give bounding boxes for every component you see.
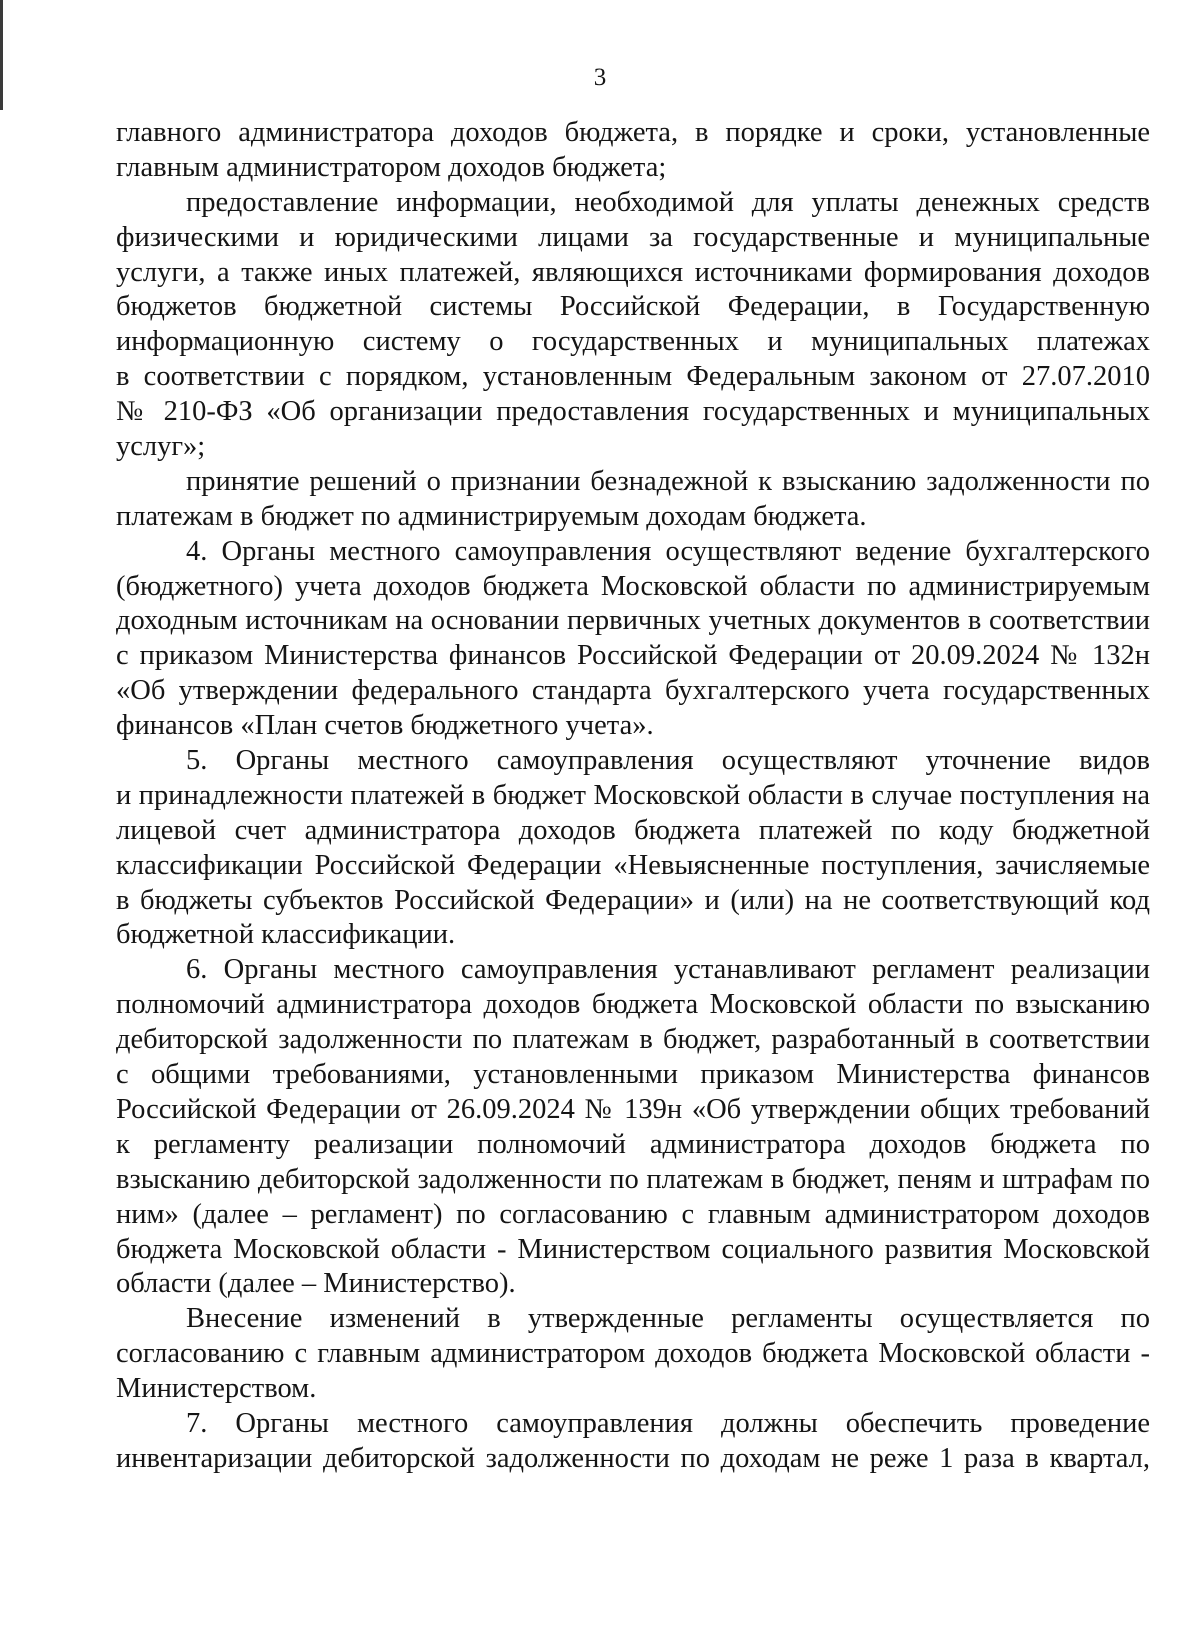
- text-line: (бюджетного) учета доходов бюджета Московской области по администрируемым: [116, 570, 1150, 602]
- text-line: к регламенту реализации полномочий администратора доходов бюджета по: [116, 1128, 1150, 1160]
- text-line: взысканию дебиторской задолженности по платежам в бюджет, пеням и штрафам по: [116, 1163, 1150, 1195]
- text-line: 5. Органы местного самоуправления осуществляют уточнение видов: [186, 745, 1150, 777]
- text-line: полномочий администратора доходов бюджета Московской области по взысканию: [116, 989, 1150, 1021]
- text-line: 6. Органы местного самоуправления устанавливают регламент реализации: [186, 954, 1150, 986]
- text-line: бюджетов бюджетной системы Российской Федерации, в Государственную: [116, 291, 1150, 323]
- text-line: физическими и юридическими лицами за государственные и муниципальные: [116, 221, 1150, 253]
- text-line: бюджетной классификации.: [116, 919, 456, 951]
- text-line: в бюджеты субъектов Российской Федерации» и (или) на не соответствующий код: [116, 884, 1150, 916]
- text-line: предоставление информации, необходимой для уплаты денежных средств: [186, 186, 1150, 218]
- text-line: классификации Российской Федерации «Невыясненные поступления, зачисляемые: [116, 849, 1150, 881]
- text-line: ним» (далее – регламент) по согласованию с главным администратором доходов: [116, 1198, 1150, 1230]
- text-line: в соответствии с порядком, установленным Федеральным законом от 27.07.2010: [116, 361, 1150, 393]
- text-line: главным администратором доходов бюджета;: [116, 151, 667, 183]
- text-line: «Об утверждении федерального стандарта бухгалтерского учета государственных: [116, 675, 1150, 707]
- page-number: 3: [593, 64, 607, 91]
- text-line: 4. Органы местного самоуправления осуществляют ведение бухгалтерского: [186, 535, 1150, 567]
- text-line: дебиторской задолженности по платежам в бюджет, разработанный в соответствии: [116, 1024, 1150, 1056]
- text-line: принятие решений о признании безнадежной к взысканию задолженности по: [186, 465, 1150, 497]
- text-line: финансов «План счетов бюджетного учета».: [116, 710, 654, 742]
- text-line: бюджета Московской области - Министерством социального развития Московской: [116, 1233, 1150, 1265]
- scan-edge-mark: [0, 0, 3, 110]
- text-line: главного администратора доходов бюджета, в порядке и сроки, установленные: [116, 117, 1150, 148]
- text-line: и принадлежности платежей в бюджет Московской области в случае поступления на: [116, 779, 1150, 811]
- text-line: услуги, а также иных платежей, являющихся источниками формирования доходов: [116, 256, 1150, 288]
- text-line: информационную систему о государственных и муниципальных платежах: [116, 326, 1150, 358]
- text-line: 7. Органы местного самоуправления должны обеспечить проведение: [186, 1407, 1150, 1439]
- text-line: доходным источникам на основании первичных учетных документов в соответствии: [116, 605, 1150, 637]
- text-line: Российской Федерации от 26.09.2024 № 139н «Об утверждении общих требований: [116, 1093, 1150, 1125]
- text-line: услуг»;: [116, 431, 206, 463]
- text-line: с приказом Министерства финансов Российской Федерации от 20.09.2024 № 132н: [116, 640, 1150, 672]
- text-line: Внесение изменений в утвержденные регламенты осуществляется по: [186, 1303, 1150, 1335]
- text-line: инвентаризации дебиторской задолженности по доходам не реже 1 раза в квартал,: [116, 1442, 1150, 1474]
- document-body: [116, 116, 1150, 1477]
- text-line: согласованию с главным администратором доходов бюджета Московской области -: [116, 1338, 1150, 1370]
- text-line: Министерством.: [116, 1373, 317, 1405]
- text-line: платежам в бюджет по администрируемым доходам бюджета.: [116, 500, 867, 532]
- text-line: с общими требованиями, установленными приказом Министерства финансов: [116, 1059, 1150, 1091]
- text-line: № 210-ФЗ «Об организации предоставления государственных и муниципальных: [116, 396, 1150, 428]
- text-line: лицевой счет администратора доходов бюджета платежей по коду бюджетной: [116, 814, 1150, 846]
- text-line: области (далее – Министерство).: [116, 1268, 516, 1300]
